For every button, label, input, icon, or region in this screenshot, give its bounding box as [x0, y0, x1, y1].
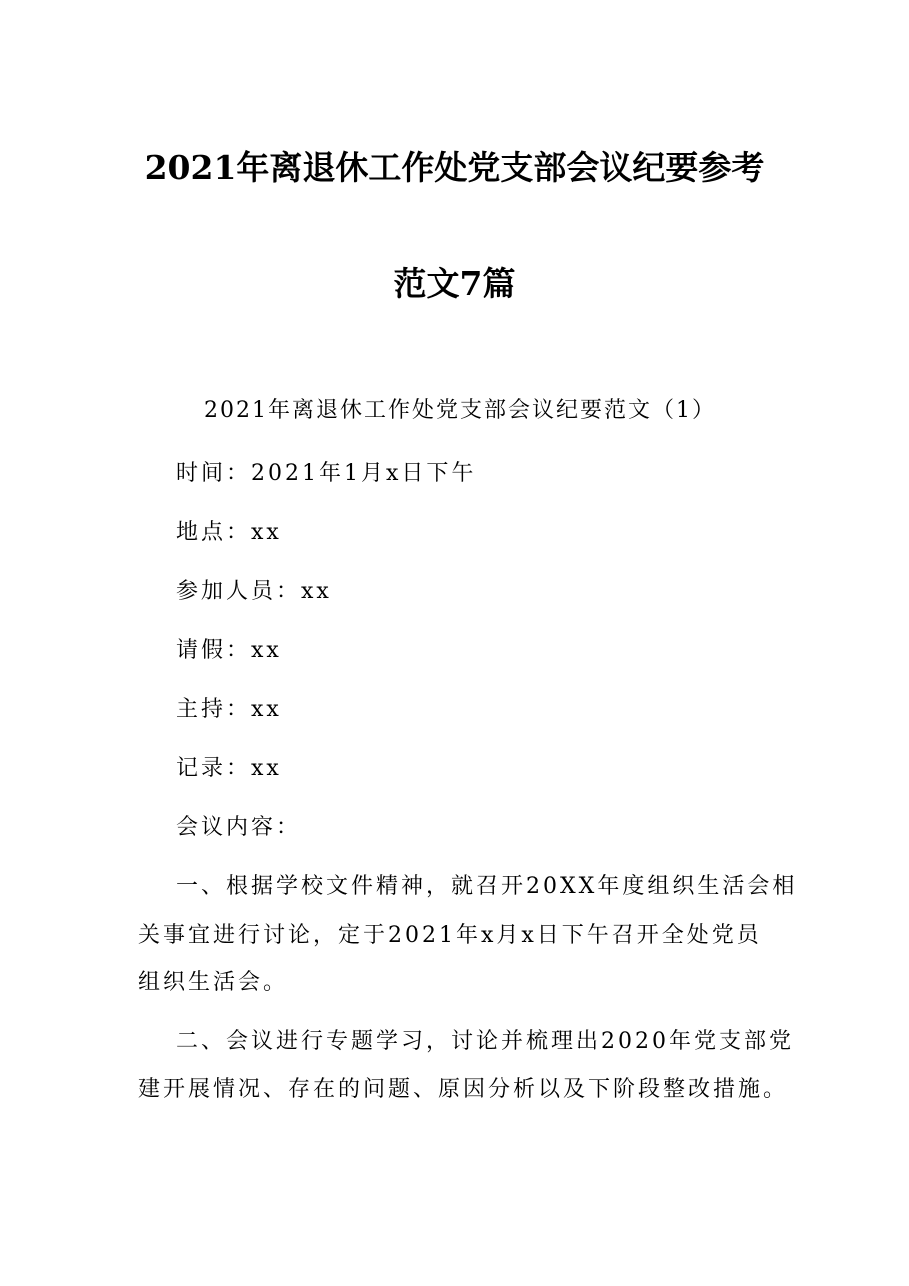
paragraph-2-line-1: 二、会议进行专题学习，讨论并梳理出2020年党支部党	[176, 1029, 794, 1054]
meeting-leave: 请假：xx	[176, 638, 282, 663]
meeting-time: 时间：2021年1月x日下午	[176, 461, 477, 486]
paragraph-1-line-2: 关事宜进行讨论，定于2021年x月x日下午召开全处党员	[138, 923, 762, 948]
meeting-content-heading: 会议内容：	[176, 815, 302, 840]
paragraph-1-line-3: 组织生活会。	[138, 970, 289, 995]
meeting-attendees: 参加人员：xx	[176, 579, 332, 604]
meeting-place: 地点：xx	[176, 520, 282, 545]
paragraph-2-line-2: 建开展情况、存在的问题、原因分析以及下阶段整改措施。	[138, 1077, 789, 1102]
meeting-host: 主持：xx	[176, 697, 282, 722]
section-subtitle: 2021年离退休工作处党支部会议纪要范文（1）	[204, 398, 716, 423]
meeting-recorder: 记录：xx	[176, 756, 282, 781]
paragraph-1-line-1: 一、根据学校文件精神，就召开20XX年度组织生活会相	[176, 874, 798, 899]
document-title-line-2: 范文7篇	[393, 264, 516, 303]
document-title-line-1: 2021年离退休工作处党支部会议纪要参考	[144, 148, 765, 187]
